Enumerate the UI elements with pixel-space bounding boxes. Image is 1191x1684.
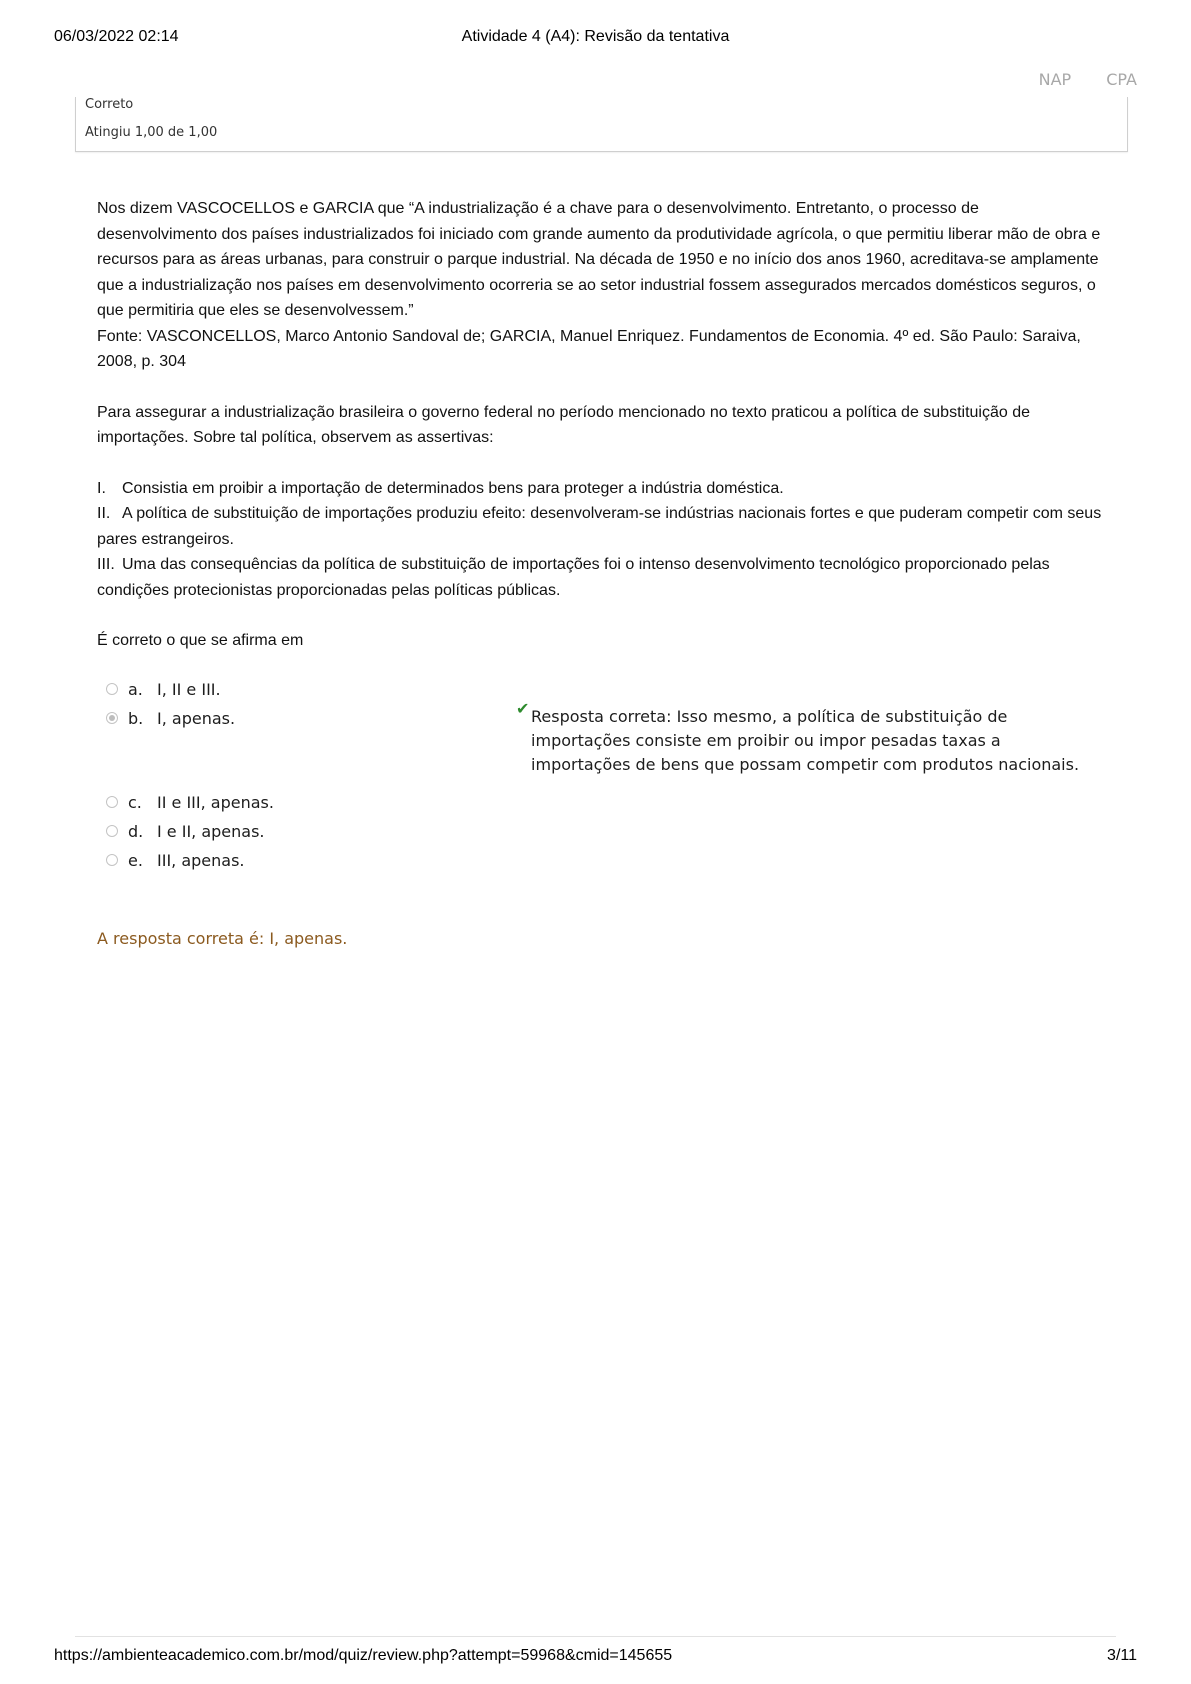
radio-button[interactable]: [106, 683, 118, 695]
question-state: Correto: [85, 97, 134, 112]
question-info-box: [75, 97, 1128, 152]
assertion-item: I. Consistia em proibir a importação de determinados bens para proteger a indústria doméstica.: [97, 479, 784, 497]
page-number: 3/11: [1107, 1647, 1137, 1664]
cpa-link[interactable]: CPA: [1106, 70, 1137, 89]
top-links: [1009, 70, 1137, 89]
question-prompt: É correto o que se afirma em: [97, 632, 304, 649]
answer-option-b[interactable]: b. I, apenas.: [106, 706, 235, 730]
nap-link[interactable]: NAP: [1038, 70, 1072, 89]
answer-feedback: ✔ Resposta correta: Isso mesmo, a política de substituição de importações consiste em proibir ou impor pesadas taxas a importações de bens que possam competir com produtos nacionais.: [516, 705, 1096, 777]
print-datetime: 06/03/2022 02:14: [54, 28, 179, 45]
print-header: [54, 28, 1137, 52]
question-source: Fonte: VASCONCELLOS, Marco Antonio Sandoval de; GARCIA, Manuel Enriquez. Fundamentos de Economia. 4º ed. São Paulo: Saraiva, 2008, p. 304: [97, 327, 1081, 370]
right-answer: A resposta correta é: I, apenas.: [97, 929, 348, 948]
radio-button[interactable]: [106, 825, 118, 837]
question-grade: Atingiu 1,00 de 1,00: [85, 125, 218, 140]
radio-button-selected[interactable]: [106, 712, 118, 724]
radio-button[interactable]: [106, 854, 118, 866]
footer-divider: [75, 1636, 1116, 1637]
answer-option-a[interactable]: a. I, II e III.: [106, 677, 221, 701]
question-paragraph: Para assegurar a industrialização brasileira o governo federal no período mencionado no texto praticou a política de substituição de importações. Sobre tal política, observem as assertivas:: [97, 403, 1031, 446]
question-text: [97, 196, 1102, 654]
answer-option-e[interactable]: e. III, apenas.: [106, 848, 245, 872]
assertion-item: III. Uma das consequências da política de substituição de importações foi o intenso desenvolvimento tecnológico proporcionado pelas condições protecionistas proporcionadas pelas políticas públicas.: [97, 556, 1050, 599]
check-icon: ✔: [516, 699, 530, 718]
print-url: https://ambienteacademico.com.br/mod/quiz/review.php?attempt=59968&cmid=145655: [54, 1647, 673, 1664]
answer-option-c[interactable]: c. II e III, apenas.: [106, 790, 274, 814]
question-paragraph: Nos dizem VASCOCELLOS e GARCIA que “A industrialização é a chave para o desenvolvimento. Entretanto, o processo de desenvolvimento dos países industrializados foi iniciado com grande aumento da produtividade agrícola, o que permitiu liberar mão de obra e recursos para as áreas urbanas, para construir o parque industrial. Na década de 1950 e no início dos anos 1960, acreditava-se amplamente que a industrialização nos países em desenvolvimento ocorreria se ao setor industrial fossem assegurados mercados domésticos seguros, o que permitiria que eles se desenvolvessem.”: [97, 200, 1101, 319]
assertion-item: II. A política de substituição de importações produziu efeito: desenvolveram-se indústrias nacionais fortes e que puderam competir com seus pares estrangeiros.: [97, 505, 1102, 548]
print-title: Atividade 4 (A4): Revisão da tentativa: [461, 28, 730, 45]
radio-button[interactable]: [106, 796, 118, 808]
answer-option-d[interactable]: d. I e II, apenas.: [106, 819, 265, 843]
